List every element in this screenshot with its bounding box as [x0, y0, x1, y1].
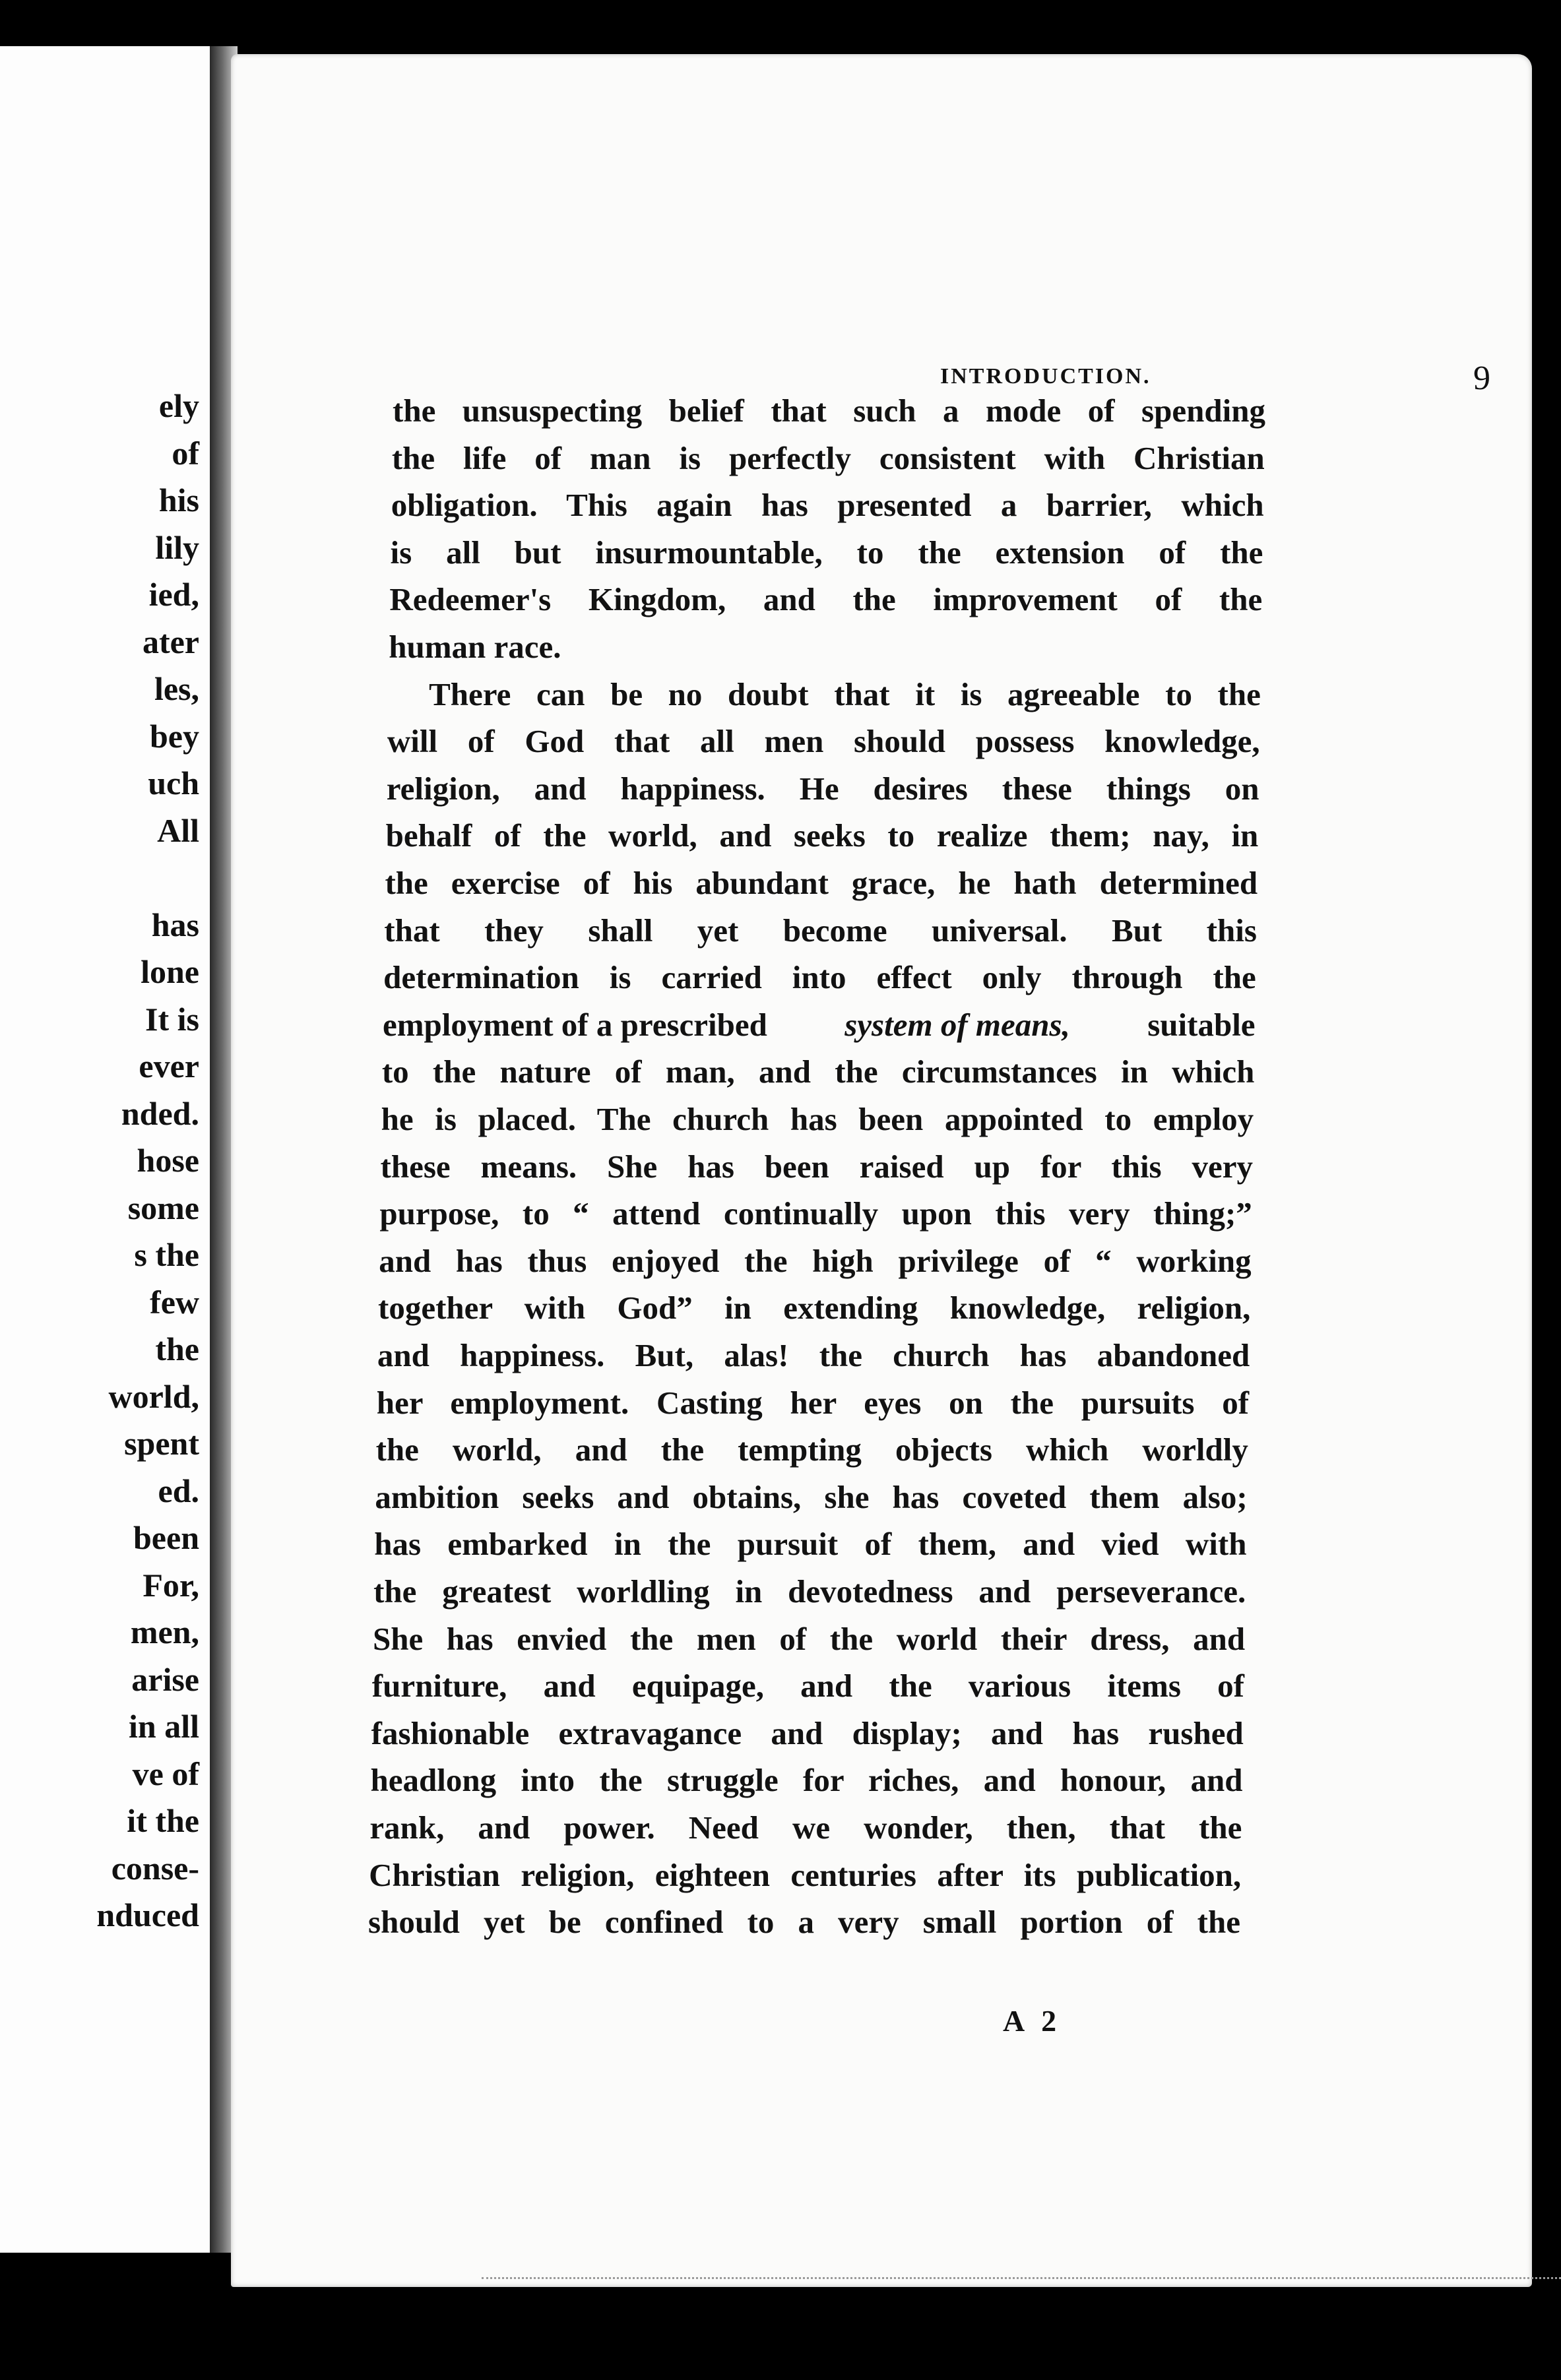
facing-page-line: few — [150, 1283, 199, 1321]
text-line: obligation. This again has presented a barrier, which — [391, 487, 1264, 524]
text-line: will of God that all men should possess knowledge, — [387, 723, 1260, 760]
text-line: is all but insurmountable, to the extension of the — [390, 534, 1263, 571]
facing-page-line: It is — [145, 1000, 199, 1038]
facing-page-line: conse- — [111, 1849, 199, 1887]
running-head: INTRODUCTION. — [940, 364, 1151, 389]
facing-page-line: s the — [134, 1236, 199, 1273]
facing-page-line: ve of — [132, 1755, 199, 1792]
text-line: to the nature of man, and the circumstances in which — [381, 1053, 1255, 1090]
text-line: religion, and happiness. He desires these things on — [386, 770, 1259, 807]
text-line: rank, and power. Need we wonder, then, that the — [369, 1809, 1242, 1846]
page-edge-dots — [482, 2277, 1561, 2283]
facing-page-line: of — [172, 434, 199, 472]
facing-page-line: has — [151, 906, 199, 943]
text-line: the greatest worldling in devotedness and perseverance. — [373, 1573, 1246, 1610]
facing-page-line: spent — [124, 1425, 199, 1462]
facing-page-line: men, — [130, 1613, 199, 1650]
text-line: ambition seeks and obtains, she has coveted them also; — [375, 1478, 1248, 1515]
text-line: the world, and the tempting objects which worldly — [375, 1431, 1248, 1468]
text-line: these means. She has been raised up for this very — [380, 1148, 1253, 1185]
text-line: Redeemer's Kingdom, and the improvement of the — [389, 581, 1263, 618]
text-segment: employment of a prescribed — [382, 1006, 767, 1043]
text-line: She has envied the men of the world their dress, and — [372, 1620, 1246, 1657]
facing-page-line: nded. — [121, 1094, 199, 1132]
facing-page-line: uch — [148, 765, 199, 801]
facing-page-line: nduced — [96, 1896, 199, 1933]
facing-page-line: some — [127, 1189, 199, 1226]
text-line — [383, 1001, 1256, 1049]
text-line: headlong into the struggle for riches, and honour, and — [370, 1762, 1243, 1799]
facing-page-line: arise — [131, 1660, 199, 1698]
text-line: purpose, to “ attend continually upon this very thing;” — [379, 1195, 1252, 1232]
text-line: the unsuspecting belief that such a mode of spending — [393, 392, 1265, 429]
text-line: he is placed. The church has been appointed to employ — [381, 1101, 1254, 1137]
text-line: together with God” in extending knowledge, religion, — [378, 1290, 1251, 1327]
text-line: determination is carried into effect only through the — [383, 959, 1256, 996]
text-line: that they shall yet become universal. But this — [384, 912, 1257, 949]
text-segment: suitable — [1147, 1006, 1256, 1043]
text-line: There can be no doubt that it is agreeable to the — [429, 675, 1261, 712]
text-line: fashionable extravagance and display; and has rushed — [371, 1714, 1244, 1751]
text-line: and has thus enjoyed the high privilege of “ working — [379, 1242, 1252, 1279]
text-line: human race. — [389, 629, 561, 665]
facing-page-line: bey — [150, 717, 199, 755]
facing-page-line: ed. — [158, 1472, 199, 1509]
text-line: the life of man is perfectly consistent with Christian — [391, 439, 1265, 476]
italic-phrase: system of means, — [844, 1006, 1070, 1043]
facing-page-line: the — [155, 1331, 199, 1367]
facing-page-fragment — [0, 46, 211, 2253]
facing-page-line: All — [157, 811, 199, 849]
facing-page-line: lily — [155, 528, 199, 566]
text-line: behalf of the world, and seeks to realize them; nay, in — [385, 817, 1259, 854]
text-line: Christian religion, eighteen centuries after its publication, — [369, 1856, 1242, 1893]
book-page — [231, 54, 1532, 2287]
facing-page-line: it the — [127, 1802, 199, 1839]
facing-page-line: in all — [129, 1708, 199, 1745]
facing-page-line: been — [133, 1519, 199, 1556]
facing-page-line: ied, — [148, 576, 199, 613]
facing-page-line: For, — [143, 1566, 199, 1604]
facing-page-line: world, — [108, 1377, 199, 1415]
facing-page-line: les, — [154, 670, 199, 707]
text-line: the exercise of his abundant grace, he hath determined — [385, 865, 1258, 901]
signature-mark: A 2 — [1003, 2004, 1062, 2038]
text-line: furniture, and equipage, and the various items of — [371, 1668, 1244, 1705]
facing-page-line: hose — [137, 1142, 199, 1179]
facing-page-line: his — [158, 482, 199, 518]
facing-page-line: ely — [158, 387, 199, 424]
text-line: her employment. Casting her eyes on the pursuits of — [376, 1384, 1250, 1421]
facing-page-line: lone — [141, 953, 199, 990]
text-line: and happiness. But, alas! the church has abandoned — [377, 1337, 1250, 1373]
facing-page-line: ater — [142, 623, 199, 660]
facing-page-line: ever — [139, 1048, 199, 1084]
page-number: 9 — [1473, 360, 1490, 397]
text-line: has embarked in the pursuit of them, and vied with — [374, 1526, 1247, 1563]
text-line: should yet be confined to a very small portion of the — [368, 1904, 1240, 1941]
